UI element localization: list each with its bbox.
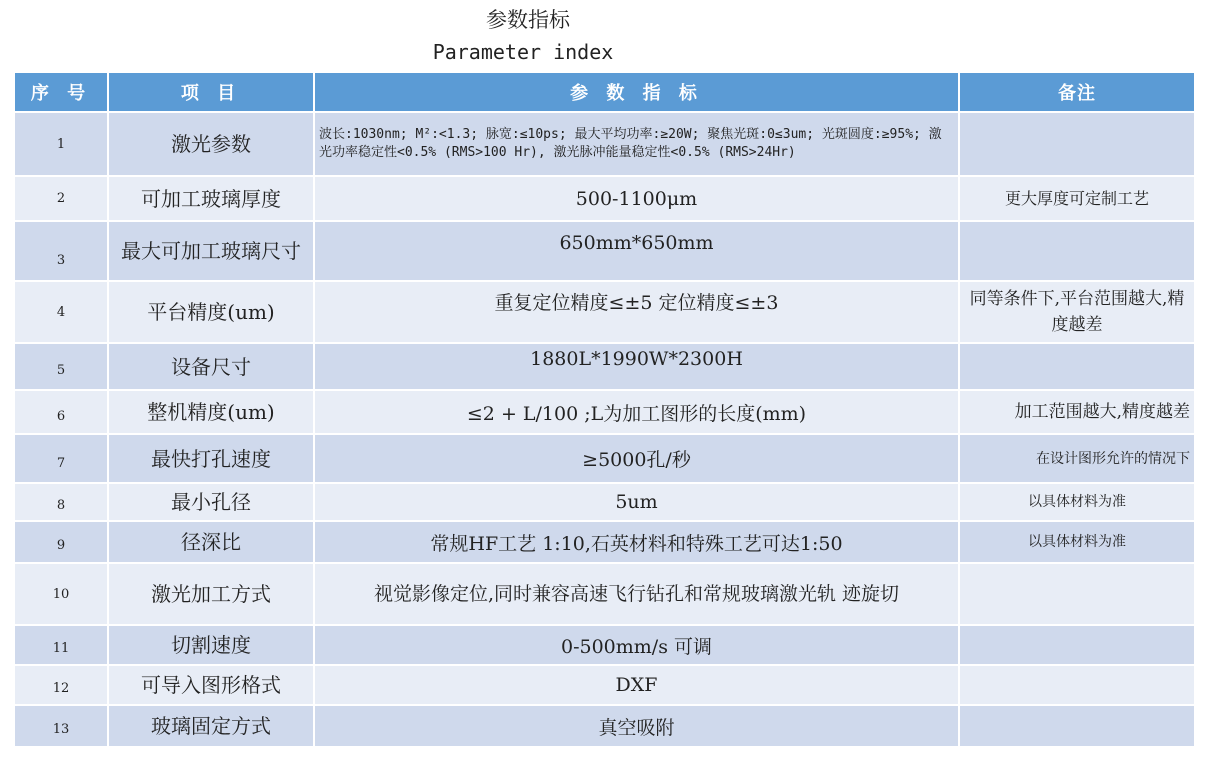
row-note: [959, 705, 1195, 747]
row-no: 8: [14, 483, 108, 521]
table-row: [14, 521, 1195, 563]
row-no: 3: [14, 221, 108, 281]
row-value: 常规HF工艺 1:10,石英材料和特殊工艺可达1:50: [314, 521, 959, 563]
row-item: 激光加工方式: [108, 563, 314, 625]
row-note: 以具体材料为准: [959, 483, 1195, 521]
row-note: 同等条件下,平台范围越大,精度越差: [959, 281, 1195, 343]
row-value: 1880L*1990W*2300H: [314, 343, 959, 390]
row-value: 视觉影像定位,同时兼容高速飞行钻孔和常规玻璃激光轨 迹旋切: [314, 563, 959, 625]
table-row: [14, 665, 1195, 705]
row-note: 在设计图形允许的情况下: [959, 434, 1195, 483]
row-note: 加工范围越大,精度越差: [959, 390, 1195, 434]
table-header-row: [14, 72, 1195, 112]
row-item: 切割速度: [108, 625, 314, 665]
row-value: 0-500mm/s 可调: [314, 625, 959, 665]
row-value: ≥5000孔/秒: [314, 434, 959, 483]
row-no: 13: [14, 705, 108, 747]
row-no: 6: [14, 390, 108, 434]
row-value: 5um: [314, 483, 959, 521]
row-item: 最快打孔速度: [108, 434, 314, 483]
row-value: DXF: [314, 665, 959, 705]
table-row: [14, 176, 1195, 221]
row-no: 4: [14, 281, 108, 343]
table-row: [14, 221, 1195, 281]
table-row: [14, 483, 1195, 521]
header-note: 备注: [959, 72, 1195, 112]
row-item: 平台精度(um): [108, 281, 314, 343]
header-item: 项 目: [108, 72, 314, 112]
parameter-table: [13, 71, 1196, 748]
page-title-cn: 参数指标: [486, 8, 570, 32]
row-item: 可加工玻璃厚度: [108, 176, 314, 221]
row-no: 12: [14, 665, 108, 705]
row-no: 9: [14, 521, 108, 563]
row-item: 激光参数: [108, 112, 314, 176]
row-item: 设备尺寸: [108, 343, 314, 390]
row-value: 重复定位精度≤±5 定位精度≤±3: [314, 281, 959, 343]
row-note: [959, 625, 1195, 665]
row-item: 径深比: [108, 521, 314, 563]
row-note: [959, 221, 1195, 281]
row-item: 最大可加工玻璃尺寸: [108, 221, 314, 281]
row-value: 650mm*650mm: [314, 221, 959, 281]
row-no: 11: [14, 625, 108, 665]
table-row: [14, 112, 1195, 176]
row-value: 真空吸附: [314, 705, 959, 747]
row-no: 10: [14, 563, 108, 625]
header-no: 序 号: [14, 72, 108, 112]
row-value: 500-1100μm: [314, 176, 959, 221]
table-row: [14, 625, 1195, 665]
page-title-en: Parameter index: [432, 40, 614, 64]
row-item: 最小孔径: [108, 483, 314, 521]
table-row: [14, 281, 1195, 343]
table-row: [14, 434, 1195, 483]
row-no: 2: [14, 176, 108, 221]
row-note: 更大厚度可定制工艺: [959, 176, 1195, 221]
row-note: [959, 343, 1195, 390]
row-no: 7: [14, 434, 108, 483]
row-no: 5: [14, 343, 108, 390]
table-row: [14, 343, 1195, 390]
row-note: [959, 563, 1195, 625]
row-note: [959, 112, 1195, 176]
table-row: [14, 705, 1195, 747]
row-item: 可导入图形格式: [108, 665, 314, 705]
row-item: 整机精度(um): [108, 390, 314, 434]
row-value: 波长:1030nm; M²:<1.3; 脉宽:≤10ps; 最大平均功率:≥20W; 聚焦光斑:0≤3um; 光斑圆度:≥95%; 激光功率稳定性<0.5% (RMS>100 Hr), 激光脉冲能量稳定性<0.5% (RMS>24Hr): [314, 112, 959, 176]
row-no: 1: [14, 112, 108, 176]
table-row: [14, 563, 1195, 625]
header-value: 参 数 指 标: [314, 72, 959, 112]
row-note: [959, 665, 1195, 705]
row-note: 以具体材料为准: [959, 521, 1195, 563]
row-value: ≤2 + L/100 ;L为加工图形的长度(mm): [314, 390, 959, 434]
table-row: [14, 390, 1195, 434]
row-item: 玻璃固定方式: [108, 705, 314, 747]
